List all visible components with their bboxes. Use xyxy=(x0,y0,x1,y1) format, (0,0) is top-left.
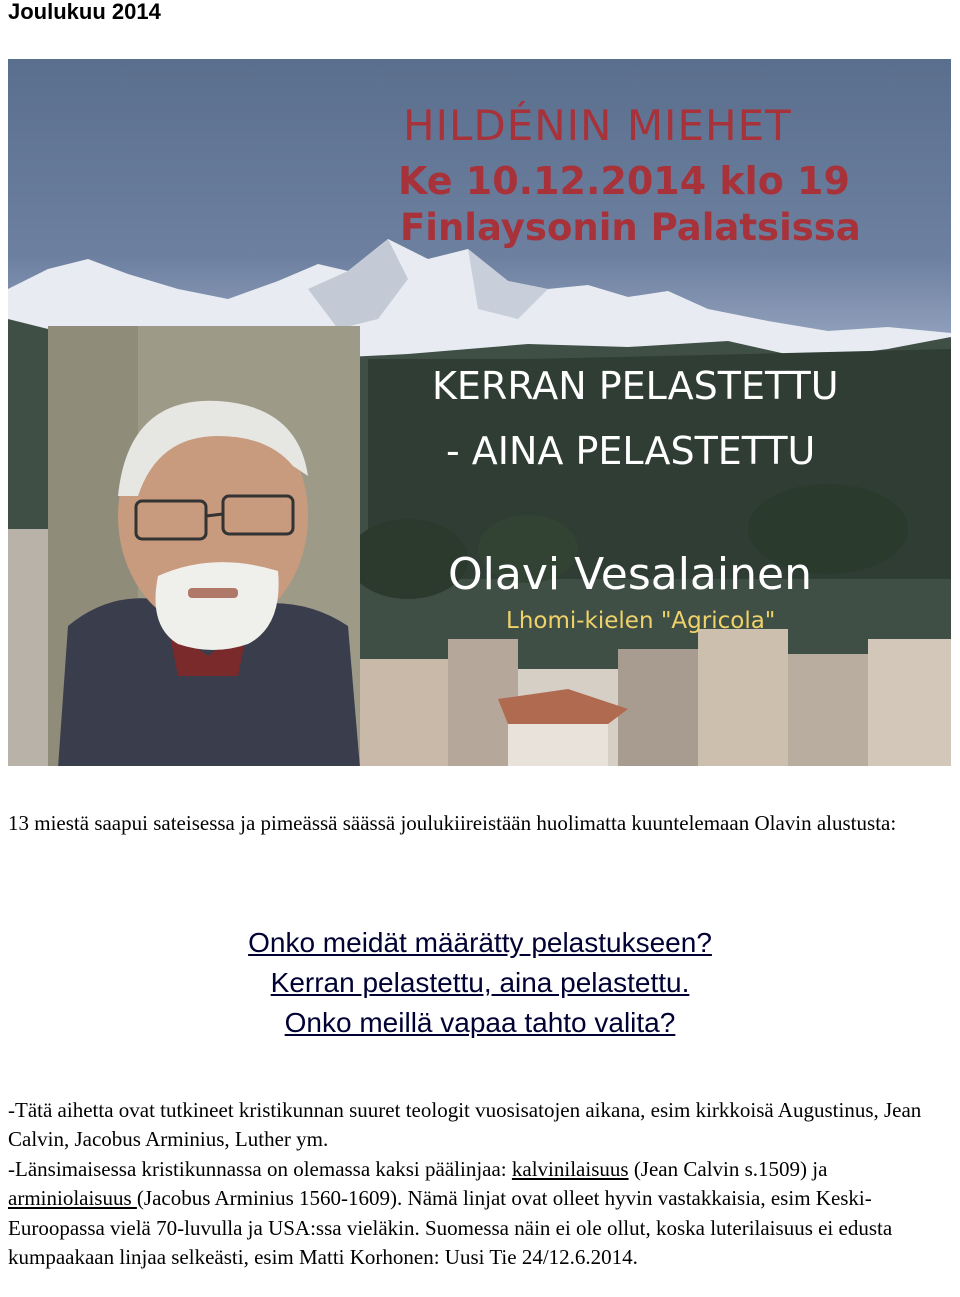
building xyxy=(508,724,608,766)
question-list xyxy=(0,923,960,1043)
body-text-segment: -Länsimaisessa kristikunnassa on olemassa kaksi päälinjaa: xyxy=(8,1156,512,1181)
intro-paragraph: 13 miestä saapui sateisessa ja pimeässä säässä joulukiireistään huolimatta kuuntelemaan Olavin alustusta: xyxy=(8,811,897,835)
building xyxy=(358,659,448,766)
building xyxy=(8,529,48,766)
arminianism-link[interactable]: arminiolaisuus xyxy=(8,1186,137,1211)
body-text-segment: (Jean Calvin s.1509) ja xyxy=(628,1156,828,1181)
building xyxy=(618,649,698,766)
poster-subtitle: Lhomi-kielen "Agricola" xyxy=(506,608,776,634)
building xyxy=(788,654,868,766)
poster-title-line1: KERRAN PELASTETTU xyxy=(432,364,839,408)
body-text-segment: (Jacobus Arminius 1560-1609). Nämä linjat ovat olleet hyvin vastakkaisia, esim Keski-Euroopassa vielä 70-luvulla ja USA:ssa vieläkin. Suomessa näin ei ole ollut, koska luterilaisuus ei edusta kumpaakaan linjaa selkeästi, esim Matti Korhonen: Uusi Tie 24/12.6.2014. xyxy=(8,1186,893,1270)
question-item[interactable]: Kerran pelastettu, aina pelastettu. xyxy=(270,967,690,998)
building xyxy=(868,639,951,766)
event-poster xyxy=(8,59,951,766)
page-title: Joulukuu 2014 xyxy=(8,0,161,24)
poster-venue: Finlaysonin Palatsissa xyxy=(400,206,861,249)
building xyxy=(698,629,788,766)
poster-date: Ke 10.12.2014 klo 19 xyxy=(398,159,850,203)
speaker-portrait xyxy=(48,326,360,766)
question-item[interactable]: Onko meidät määrätty pelastukseen? xyxy=(248,927,712,958)
poster-title-line2: - AINA PELASTETTU xyxy=(446,429,816,473)
portrait-photo xyxy=(48,326,360,766)
calvinism-link[interactable]: kalvinilaisuus xyxy=(511,1156,629,1181)
body-paragraph xyxy=(8,1155,953,1273)
question-item[interactable]: Onko meillä vapaa tahto valita? xyxy=(284,1007,676,1038)
poster-speaker: Olavi Vesalainen xyxy=(448,549,812,600)
article-body xyxy=(8,1096,953,1272)
body-paragraph: -Tätä aihetta ovat tutkineet kristikunnan suuret teologit vuosisatojen aikana, esim kirkkoisä Augustinus, Jean Calvin, Jacobus Arminius, Luther ym. xyxy=(8,1098,922,1152)
poster-event-name: HILDÉNIN MIEHET xyxy=(403,101,792,150)
